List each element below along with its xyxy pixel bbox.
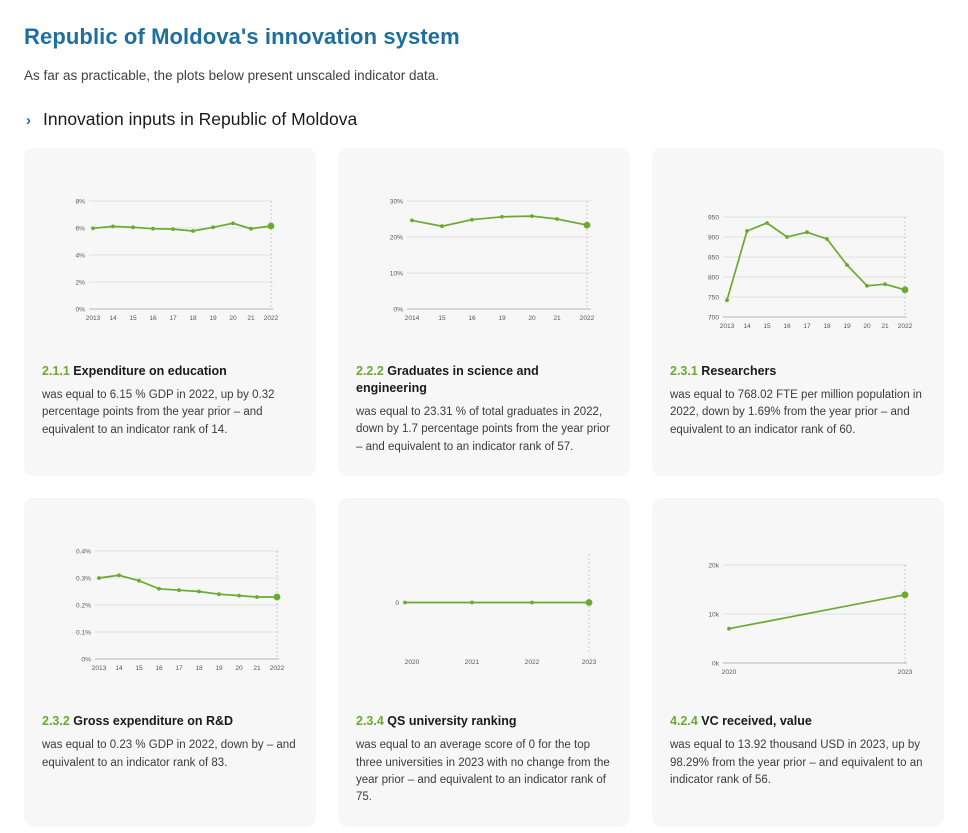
svg-text:14: 14 <box>114 664 123 672</box>
svg-text:900: 900 <box>707 234 719 242</box>
card-title-text: Graduates in science and engineering <box>356 364 539 395</box>
card-title <box>42 713 298 730</box>
chart-vc-received-value <box>670 514 926 699</box>
data-series-line <box>93 223 271 231</box>
svg-text:20k: 20k <box>707 562 719 570</box>
y-axis-tick-labels <box>389 198 402 313</box>
y-axis-tick-labels <box>75 198 85 313</box>
section-header[interactable] <box>26 109 944 130</box>
chart-qs-university-ranking <box>356 514 612 699</box>
y-axis-gridlines <box>95 551 279 659</box>
svg-text:2022: 2022 <box>579 314 594 322</box>
card-description: was equal to 13.92 thousand USD in 2023, up by 98.29% from the year prior – and equivalent to an indicator rank of 56. <box>670 739 923 786</box>
line-chart-svg <box>367 524 602 689</box>
card-body <box>42 713 298 772</box>
indicator-card[interactable] <box>24 148 316 476</box>
svg-text:20: 20 <box>862 323 871 330</box>
svg-text:10k: 10k <box>707 611 719 619</box>
svg-text:21: 21 <box>252 664 261 672</box>
card-description: was equal to 6.15 % GDP in 2022, up by 0.32 percentage points from the year prior – and equivalent to an indicator rank of 14. <box>42 388 275 436</box>
svg-text:17: 17 <box>174 664 183 672</box>
svg-text:10%: 10% <box>389 270 403 277</box>
card-code: 2.3.4 <box>356 714 384 729</box>
line-chart-svg <box>681 535 916 695</box>
svg-text:15: 15 <box>437 314 446 322</box>
x-axis-tick-labels <box>91 665 284 672</box>
y-axis-tick-labels <box>75 548 90 663</box>
svg-text:16: 16 <box>148 314 157 322</box>
y-axis-gridlines <box>723 565 907 663</box>
svg-text:20: 20 <box>527 314 536 322</box>
svg-text:2022: 2022 <box>263 314 278 322</box>
svg-text:2022: 2022 <box>524 659 539 667</box>
data-points <box>410 214 590 228</box>
svg-text:0.4%: 0.4% <box>75 548 91 556</box>
card-description: was equal to 768.02 FTE per million population in 2022, down by 1.69% from the year prior – and equivalent to an indicator rank of 60. <box>670 388 922 436</box>
page-subtitle: As far as practicable, the plots below present unscaled indicator data. <box>24 68 439 83</box>
svg-text:2023: 2023 <box>897 669 912 677</box>
card-description: was equal to 0.23 % GDP in 2022, down by – and equivalent to an indicator rank of 83. <box>42 739 296 769</box>
svg-text:750: 750 <box>707 294 719 302</box>
svg-text:2%: 2% <box>74 279 85 286</box>
svg-text:0%: 0% <box>80 656 91 664</box>
svg-text:21: 21 <box>880 323 889 330</box>
svg-text:2022: 2022 <box>897 323 912 330</box>
card-title <box>356 713 612 730</box>
x-axis-tick-labels <box>404 659 596 666</box>
svg-text:20%: 20% <box>389 234 403 241</box>
svg-text:700: 700 <box>707 314 719 322</box>
svg-text:30%: 30% <box>389 198 403 205</box>
svg-text:20: 20 <box>228 314 237 322</box>
card-code: 2.3.2 <box>42 714 70 729</box>
svg-text:2022: 2022 <box>269 664 284 672</box>
data-series-line <box>727 223 905 300</box>
svg-text:14: 14 <box>108 314 117 322</box>
svg-text:0.1%: 0.1% <box>75 629 91 637</box>
svg-text:21: 21 <box>552 314 561 322</box>
indicator-card[interactable] <box>652 148 944 476</box>
indicator-card-grid <box>24 148 944 827</box>
card-body <box>670 713 926 789</box>
line-chart-svg <box>367 187 602 327</box>
x-axis-tick-labels <box>721 669 912 676</box>
svg-text:2023: 2023 <box>581 659 596 667</box>
card-title-text: Gross expenditure on R&D <box>73 714 234 729</box>
card-code: 2.1.1 <box>42 364 70 378</box>
svg-text:17: 17 <box>168 314 177 322</box>
card-description: was equal to 23.31 % of total graduates in 2022, down by 1.7 percentage points from the year prior – and equivalent to an indicator rank of 57. <box>356 405 610 453</box>
card-body <box>356 713 612 807</box>
indicator-card[interactable] <box>338 498 630 827</box>
indicator-card[interactable] <box>24 498 316 827</box>
indicator-card[interactable] <box>338 148 630 476</box>
card-code: 2.2.2 <box>356 364 384 378</box>
svg-text:15: 15 <box>762 323 771 330</box>
card-body <box>670 363 926 439</box>
svg-text:17: 17 <box>802 323 811 330</box>
chart-gross-expenditure-on-rnd <box>42 514 298 699</box>
line-chart-svg <box>681 195 916 345</box>
card-body <box>42 363 298 439</box>
svg-text:16: 16 <box>467 314 476 322</box>
svg-text:6%: 6% <box>74 225 85 232</box>
card-title-text: VC received, value <box>701 714 812 729</box>
data-series-line <box>412 216 587 226</box>
svg-text:16: 16 <box>154 664 163 672</box>
svg-text:18: 18 <box>194 664 203 672</box>
y-axis-tick-labels <box>708 563 719 668</box>
svg-text:21: 21 <box>246 314 255 322</box>
card-title <box>670 363 926 380</box>
card-title-text: Researchers <box>701 364 777 378</box>
card-title-text: Expenditure on education <box>73 364 227 378</box>
svg-text:20: 20 <box>234 664 243 672</box>
svg-text:18: 18 <box>822 323 831 330</box>
y-axis-tick-labels <box>395 600 399 607</box>
svg-text:0%: 0% <box>392 306 403 313</box>
svg-text:0%: 0% <box>74 306 85 313</box>
chart-researchers <box>670 164 926 349</box>
svg-text:950: 950 <box>707 214 719 222</box>
svg-text:2013: 2013 <box>719 323 734 330</box>
svg-text:19: 19 <box>208 314 217 322</box>
svg-text:2020: 2020 <box>721 669 736 677</box>
svg-text:2021: 2021 <box>464 659 479 667</box>
data-series-line <box>99 575 277 597</box>
indicator-card[interactable] <box>652 498 944 827</box>
svg-text:800: 800 <box>707 274 719 282</box>
svg-text:0.2%: 0.2% <box>75 602 91 610</box>
line-chart-svg <box>53 537 288 677</box>
y-axis-tick-labels <box>707 215 718 322</box>
y-axis-gridlines <box>723 217 907 317</box>
card-code: 4.2.4 <box>670 714 698 729</box>
svg-text:8%: 8% <box>74 198 85 205</box>
svg-text:15: 15 <box>128 314 137 322</box>
svg-text:18: 18 <box>188 314 197 322</box>
x-axis-tick-labels <box>85 315 278 322</box>
svg-text:2013: 2013 <box>85 314 100 322</box>
svg-text:19: 19 <box>214 664 223 672</box>
svg-text:2013: 2013 <box>91 664 106 672</box>
chart-expenditure-on-education <box>42 164 298 349</box>
chevron-right-icon[interactable]: › <box>26 112 31 129</box>
y-axis-gridlines <box>89 201 273 309</box>
card-description: was equal to an average score of 0 for the top three universities in 2023 with no change from the year prior – and equivalent to an indicator rank of 75. <box>356 739 610 804</box>
svg-text:2014: 2014 <box>404 314 419 322</box>
svg-text:16: 16 <box>782 323 791 330</box>
svg-text:15: 15 <box>134 664 143 672</box>
svg-text:0.3%: 0.3% <box>75 575 91 583</box>
card-code: 2.3.1 <box>670 364 698 378</box>
svg-text:19: 19 <box>497 314 506 322</box>
svg-text:850: 850 <box>707 254 719 262</box>
card-title <box>356 363 612 397</box>
svg-text:4%: 4% <box>74 252 85 259</box>
card-title-text: QS university ranking <box>387 714 517 729</box>
svg-text:2020: 2020 <box>404 659 419 667</box>
card-title <box>42 363 298 380</box>
x-axis-tick-labels <box>404 315 594 322</box>
chart-graduates-in-science-and-engineering <box>356 164 612 349</box>
section-title: Innovation inputs in Republic of Moldova <box>43 109 358 129</box>
svg-text:0k: 0k <box>711 660 719 668</box>
svg-text:14: 14 <box>742 323 751 330</box>
card-body <box>356 363 612 456</box>
line-chart-svg <box>53 187 288 327</box>
card-title <box>670 713 926 730</box>
data-points <box>725 221 908 302</box>
svg-text:0: 0 <box>394 600 399 608</box>
page-title: Republic of Moldova's innovation system <box>24 24 460 49</box>
x-axis-tick-labels <box>719 323 912 330</box>
svg-text:19: 19 <box>842 323 851 330</box>
data-series-line <box>729 595 905 629</box>
